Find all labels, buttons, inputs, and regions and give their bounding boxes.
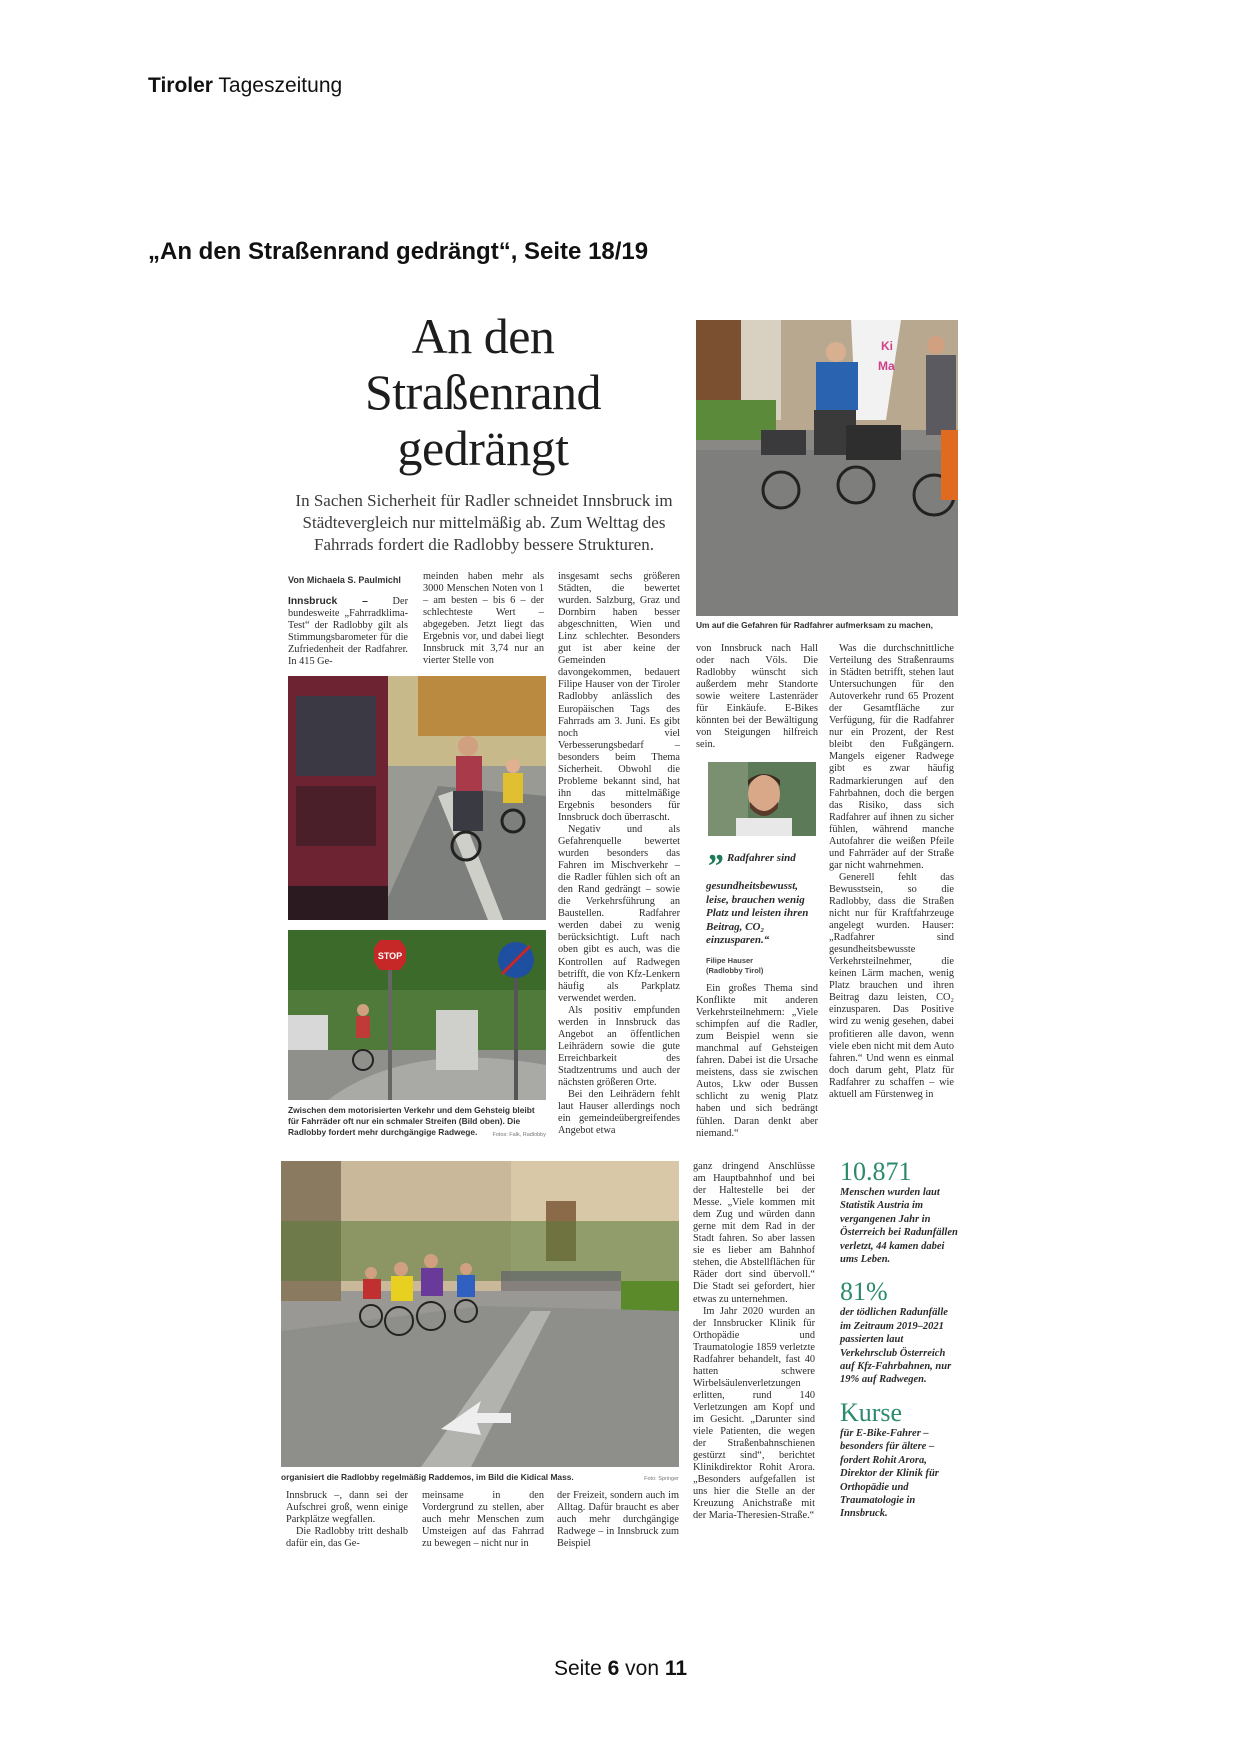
- fact-item: [840, 1399, 958, 1521]
- paragraph: Innsbruck –, dann sei der Aufschrei groß, wenn einige Parkplätze wegfallen.: [286, 1490, 408, 1526]
- fact-text: der tödlichen Radunfälle im Zeitraum 2019–2021 passierten laut Verkehrsclub Österreich auf Kfz-Fahrbahnen, nur 19% auf Radwegen.: [840, 1307, 952, 1386]
- article-column-6: [693, 1161, 815, 1522]
- fact-number: Kurse: [840, 1397, 903, 1427]
- current-page: 6: [607, 1657, 620, 1680]
- headline-line: Straßenrand: [364, 364, 602, 420]
- paragraph: von Innsbruck nach Hall oder nach Völs. Die Radlobby wünscht sich außerdem mehr Standorte sowie weitere Lastenräder für Einkäufe. E-Bikes könnten bei der Bewältigung von Steigungen hilfreich sein.: [696, 643, 818, 751]
- portrait-filipe-hauser: [708, 762, 816, 836]
- photo-kidical-mass: [281, 1161, 679, 1467]
- article-column-5: [829, 643, 954, 1101]
- article-reference: „An den Straßenrand gedrängt“, Seite 18/19: [148, 238, 649, 265]
- paragraph: Im Jahr 2020 wurden an der Innsbrucker Klinik für Orthopädie und Traumatologie 1859 verletzte Radfahrer behandelt, fast 40 hatten schwere Wirbelsäulenverletzungen erlitten, rund 140 Verletzungen am Kopf und im Gesicht. „Darunter sind viele Patienten, die wegen der Straßenbahnschienen gestürzt sind“, berichtet Klinikdirektor Rohit Arora. „Besonders aufgefallen ist uns hier die Stelle an der Kreuzung Anichstraße mit der Maria-Theresien-Straße.“: [693, 1305, 815, 1522]
- quote-author-affiliation: (Radlobby Tirol): [706, 965, 764, 975]
- quote-author: Filipe Hauser: [706, 955, 754, 965]
- publication-name-bold: Tiroler: [148, 74, 213, 97]
- photo-cyclists-demo: [696, 320, 958, 616]
- article-column-4-continued: [696, 983, 818, 1140]
- bottom-column-1: [286, 1490, 408, 1550]
- fact-number: 10.871: [840, 1157, 912, 1186]
- article-lead: In Sachen Sicherheit für Radler schneidet Innsbruck im Städtevergleich nur mittelmäßig ab. Zum Welttag des Fahrrads fordert die Radlobby bessere Strukturen.: [295, 491, 673, 554]
- byline: Von Michaela S. Paulmichl: [288, 575, 401, 585]
- quote-mark-icon: ”: [706, 848, 723, 885]
- photo-caption-left: Zwischen dem motorisierten Verkehr und dem Gehsteig bleibt für Fahrräder oft nur ein schmaler Streifen (Bild oben). Die Radlobby fordert mehr durchgängige Radwege. Fotos: Falk, Radlobby: [288, 1105, 546, 1141]
- total-pages: 11: [664, 1657, 688, 1680]
- photo-caption-bottom: organisiert die Radlobby regelmäßig Raddemos, im Bild die Kidical Mass. Foto: Springer: [281, 1472, 679, 1485]
- pull-quote-text: ” Radfahrer sind gesundheitsbewusst, leise, brauchen wenig Platz und leisten ihren Beitrag, CO₂ einzusparen.“: [706, 848, 809, 946]
- photo-stop-sign-bike-lane: [288, 930, 546, 1100]
- headline-line: An den: [411, 308, 555, 364]
- paragraph: ganz dringend Anschlüsse am Hauptbahnhof und bei der Haltestelle bei der Messe. „Viele kommen mit dem Zug und würden dann gerne mit dem Rad in der Stadt fahren. So aber lassen sie es lieber am Bahnhof stehen, die Abstellflächen für Räder dort sind übervoll.“ Die Stadt sei gefordert, hier etwas zu unternehmen.: [693, 1161, 815, 1305]
- photo-credit: Fotos: Falk, Radlobby: [492, 1132, 546, 1138]
- paragraph: Die Radlobby tritt deshalb dafür ein, das Ge-: [286, 1526, 408, 1550]
- paragraph: Was die durchschnittliche Verteilung des Straßenraums in Städten betrifft, stehen laut Untersuchungen für den Autoverkehr rund 65 Prozent der Gesamtfläche zur Verfügung, für die Radfahrer nur ein Prozent, der Rest bleibt den Fußgängern. Mangels eigener Radwege gibt es zwar häufig Radmarkierungen auf den Fahrbahnen, doch die bergen das Risiko, dass sich Radfahrer auf ihnen zu sicher fühlen, während manche Autofahrer die weißen Pfeile und Fahrräder auf der Straße gar nicht wahrnehmen.: [829, 643, 954, 871]
- paragraph: meinsame in den Vordergrund zu stellen, aber auch mehr Menschen zum Umsteigen auf das Fahrrad zu bewegen – nicht nur in: [422, 1490, 544, 1550]
- paragraph: Ein großes Thema sind Konflikte mit anderen Verkehrsteilnehmern: „Viele schimpfen auf die Radler, zum Beispiel wenn sie manchmal auf Gehsteigen fahren. Dabei ist die Ursache meistens, dass sie zwischen Autos, Lkw oder Bussen schlicht zu wenig Platz haben und sich bedrängt fühlen. Daran denkt aber niemand.“: [696, 983, 818, 1139]
- article-column-1: [288, 574, 408, 668]
- fact-item: [840, 1158, 958, 1266]
- fact-item: [840, 1278, 958, 1386]
- article-headline: [288, 308, 678, 476]
- paragraph: Innsbruck – Der bundesweite „Fahrradklima-Test“ der Radlobby gilt als Stimmungsbarometer für die Zufriedenheit der Radfahrer. In 415 Ge-: [288, 596, 408, 668]
- dateline: Innsbruck –: [288, 596, 368, 608]
- headline-line: gedrängt: [397, 420, 569, 476]
- photo-bus-cyclists: [288, 676, 546, 920]
- paragraph: Generell fehlt das Bewusstsein, so die Radlobby, dass die Straßen nicht nur für Kraftfahrzeuge angelegt wurden. Hauser: „Radfahrer sind gesundheitsbewusste Verkehrsteilnehmer, die keinen Lärm machen, wenig Platz brauchen und ihren Beitrag dazu leisten, CO₂ einzusparen. Das Positive wird zu wenig gesehen, dabei profitieren alle davon, wenn viele eben nicht mit dem Auto fahren.“ Und wenn es einmal doch darum geht, Platz für Radfahrer zu schaffen – wie aktuell am Fürstenweg in: [829, 871, 954, 1100]
- article-column-4: [696, 643, 818, 751]
- svg-text:STOP: STOP: [377, 951, 403, 961]
- paragraph: der Freizeit, sondern auch im Alltag. Dafür braucht es aber auch mehr durchgängige Radwege – in Innsbruck zum Beispiel: [557, 1490, 679, 1550]
- photo-credit: Foto: Springer: [644, 1476, 679, 1482]
- fact-text: für E-Bike-Fahrer – besonders für ältere – fordert Rohit Arora, Direktor der Klinik für Orthopädie und Traumatologie in Innsbruck.: [840, 1427, 939, 1520]
- paragraph: insgesamt sechs größeren Städten, die bewertet wurden. Salzburg, Graz und Dornbirn haben besser abgeschnitten, Wien und Linz schlechter. Besonders gut ist aber keine der Gemeinden davongekommen, bedauert Filipe Hauser von der Tiroler Radlobby anlässlich des Europäischen Tags des Fahrrads am 3. Juni. Es gibt noch viel Verbesserungsbedarf – besonders beim Thema Sicherheit. Obwohl die Probleme bekannt sind, hat ihn das mittelmäßige Ergebnis besonders für Innsbruck doch überrascht.: [558, 571, 680, 823]
- article-column-3: [558, 571, 680, 1137]
- pull-quote: [706, 848, 818, 976]
- page-footer: Seite 6 von 11: [553, 1657, 688, 1680]
- fact-number: 81%: [840, 1277, 888, 1307]
- paragraph: Bei den Leihrädern fehlt laut Hauser allerdings noch ein gemeindeübergreifendes Angebot etwa: [558, 1089, 680, 1137]
- paragraph: Negativ und als Gefahrenquelle bewertet wurden besonders das Fahren im Mischverkehr – die Radler fühlen sich oft an den Rand gedrängt – sowie die Verkehrsführung an Baustellen. Radfahrer werden dabei zu wenig berücksichtigt. Luft nach oben gibt es auch, was die Kontrollen auf Radwegen betrifft, die von Kfz-Lenkern häufig als Parkplatz verwendet werden.: [558, 823, 680, 1004]
- photo-caption-top-right: Um auf die Gefahren für Radfahrer aufmerksam zu machen,: [696, 620, 933, 630]
- article-column-2: [423, 571, 544, 667]
- fact-text: Menschen wurden laut Statistik Austria im vergangenen Jahr in Österreich bei Radunfällen verletzt, 44 kamen dabei ums Leben.: [840, 1187, 958, 1266]
- paragraph: Als positiv empfunden werden in Innsbruck das Angebot an öffentlichen Leihrädern sowie die gute Erreichbarkeit des Stadtzentrums und auch der nächsten größeren Orte.: [558, 1004, 680, 1088]
- svg-text:Ki: Ki: [881, 339, 893, 353]
- publication-name-rest: Tageszeitung: [212, 74, 343, 97]
- svg-text:Ma: Ma: [878, 359, 895, 373]
- paragraph: meinden haben mehr als 3000 Menschen Noten von 1 – am besten – bis 6 – der schlechteste Wert – abgegeben. Jetzt liegt das Ergebnis vor, und dabei liegt Innsbruck mit 3,74 nur an vierter Stelle von: [423, 571, 544, 667]
- bottom-column-3: [557, 1490, 679, 1550]
- fact-box: [840, 1158, 958, 1521]
- publication-name: [148, 74, 342, 98]
- bottom-column-2: [422, 1490, 544, 1550]
